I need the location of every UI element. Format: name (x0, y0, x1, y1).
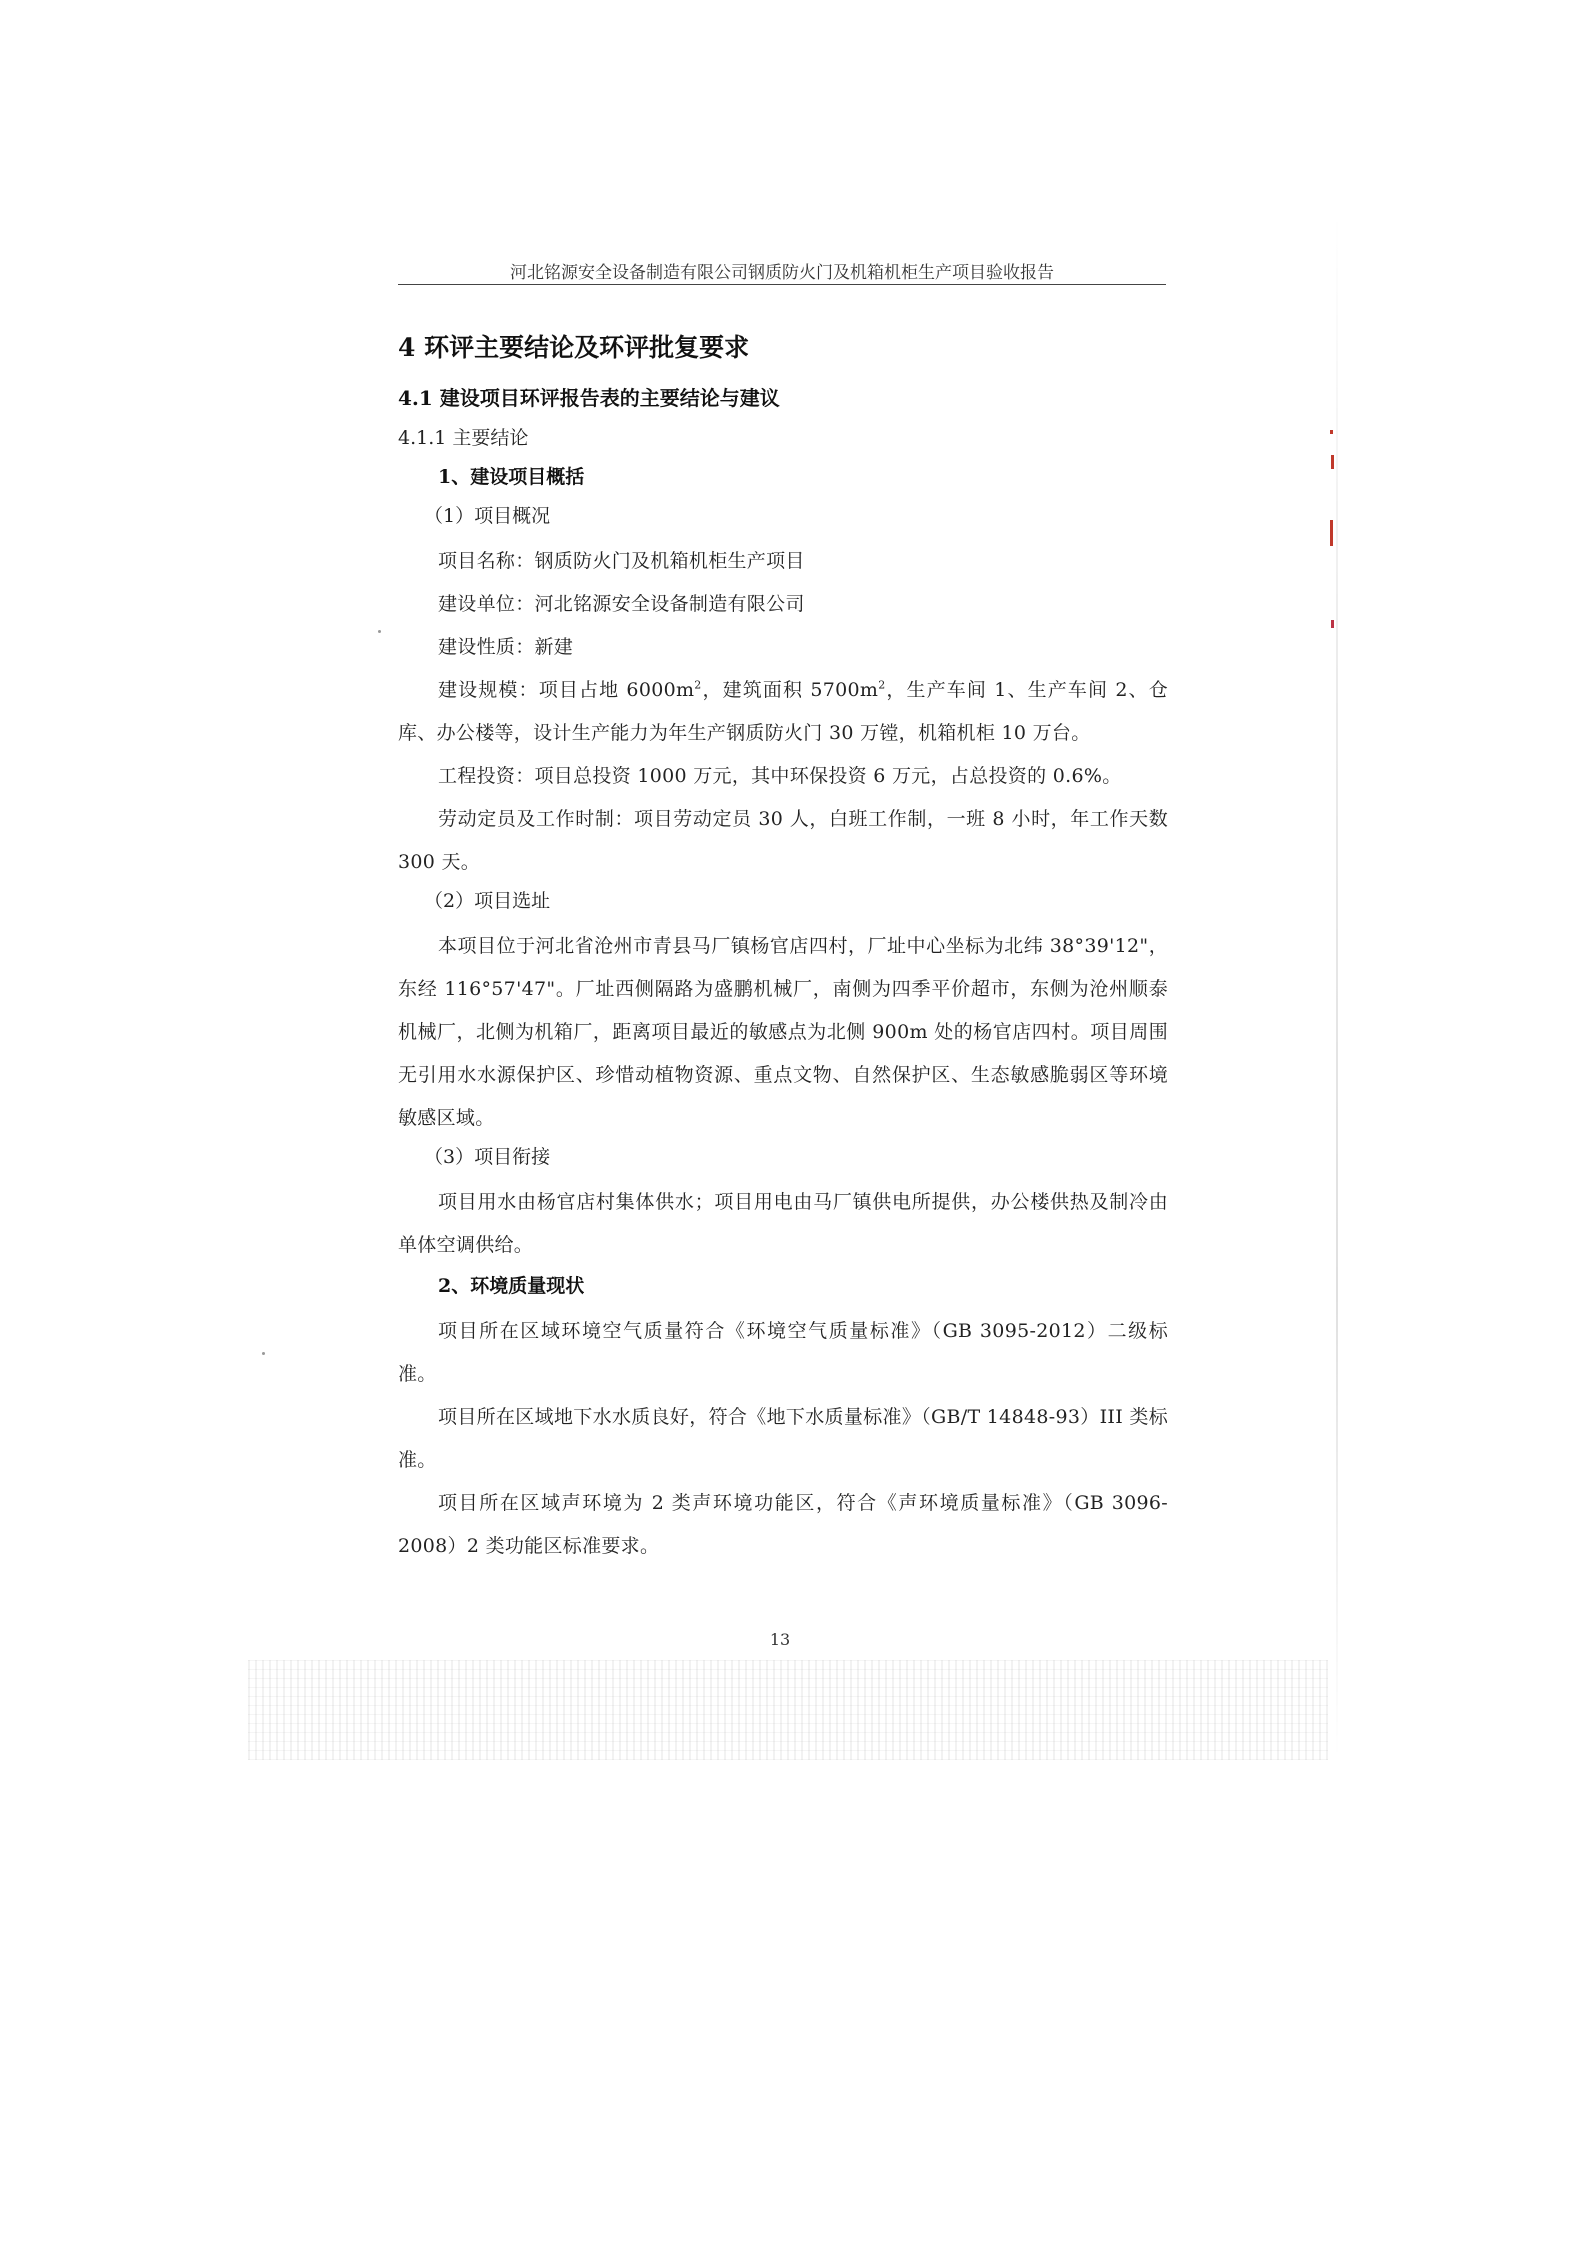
part1-heading: 1、建设项目概括 (438, 466, 585, 488)
running-header: 河北铭源安全设备制造有限公司钢质防火门及机箱机柜生产项目验收报告 (510, 263, 1054, 283)
section-title: 4.1 建设项目环评报告表的主要结论与建议 (398, 386, 780, 410)
site-heading: （2）项目选址 (424, 890, 551, 912)
scan-mark (1330, 520, 1333, 546)
construction-scale: 建设规模：项目占地 $6000m^2$，建筑面积 $5700m^2$，生产车间 1、生产车间 2、仓库、办公楼等，设计生产能力为年生产钢质防火门 30 万镗，机箱机柜 10 万台。 (398, 678, 1168, 744)
air-quality: 项目所在区域环境空气质量符合《环境空气质量标准》（GB 3095-2012）二级标准。 (398, 1320, 1168, 1385)
scan-mark (1330, 430, 1333, 434)
groundwater-quality: 项目所在区域地下水水质良好，符合《地下水质量标准》（GB/T 14848-93）III 类标准。 (398, 1406, 1168, 1471)
construction-nature: 建设性质：新建 (438, 636, 574, 658)
scan-mark (1331, 620, 1334, 628)
project-investment: 工程投资：项目总投资 1000 万元，其中环保投资 6 万元，占总投资的 0.6%。 (438, 765, 1122, 787)
main-content (398, 320, 1168, 1568)
overview-heading: （1）项目概况 (424, 505, 551, 527)
scan-speck (262, 1352, 265, 1355)
labor-schedule: 劳动定员及工作时制：项目劳动定员 30 人，白班工作制，一班 8 小时，年工作天数 300 天。 (398, 808, 1168, 873)
link-heading: （3）项目衔接 (424, 1146, 551, 1168)
noise-environment: 项目所在区域声环境为 2 类声环境功能区，符合《声环境质量标准》（GB 3096-2008）2 类功能区标准要求。 (398, 1492, 1168, 1557)
scan-page-edge (1336, 210, 1338, 1760)
scan-noise-band (248, 1660, 1328, 1760)
link-description: 项目用水由杨官店村集体供水；项目用电由马厂镇供电所提供，办公楼供热及制冷由单体空调供给。 (398, 1191, 1168, 1256)
scan-mark (1331, 455, 1334, 469)
page-number: 13 (769, 1630, 791, 1649)
construction-unit: 建设单位：河北铭源安全设备制造有限公司 (438, 593, 805, 615)
project-name: 项目名称：钢质防火门及机箱机柜生产项目 (438, 550, 805, 572)
site-description: 本项目位于河北省沧州市青县马厂镇杨官店四村，厂址中心坐标为北纬 38°39'12"，东经 116°57'47"。厂址西侧隔路为盛鹏机械厂，南侧为四季平价超市，东侧为沧州顺泰机械厂，北侧为机箱厂，距离项目最近的敏感点为北侧 900m 处的杨官店四村。项目周围无引用水水源保护区、珍惜动植物资源、重点文物、自然保护区、生态敏感脆弱区等环境敏感区域。 (398, 935, 1168, 1129)
header-rule (398, 284, 1166, 285)
scan-speck (378, 630, 381, 633)
part2-heading: 2、环境质量现状 (438, 1275, 585, 1297)
subsection-title: 4.1.1 主要结论 (398, 427, 529, 449)
chapter-title: 4 环评主要结论及环评批复要求 (398, 333, 750, 362)
